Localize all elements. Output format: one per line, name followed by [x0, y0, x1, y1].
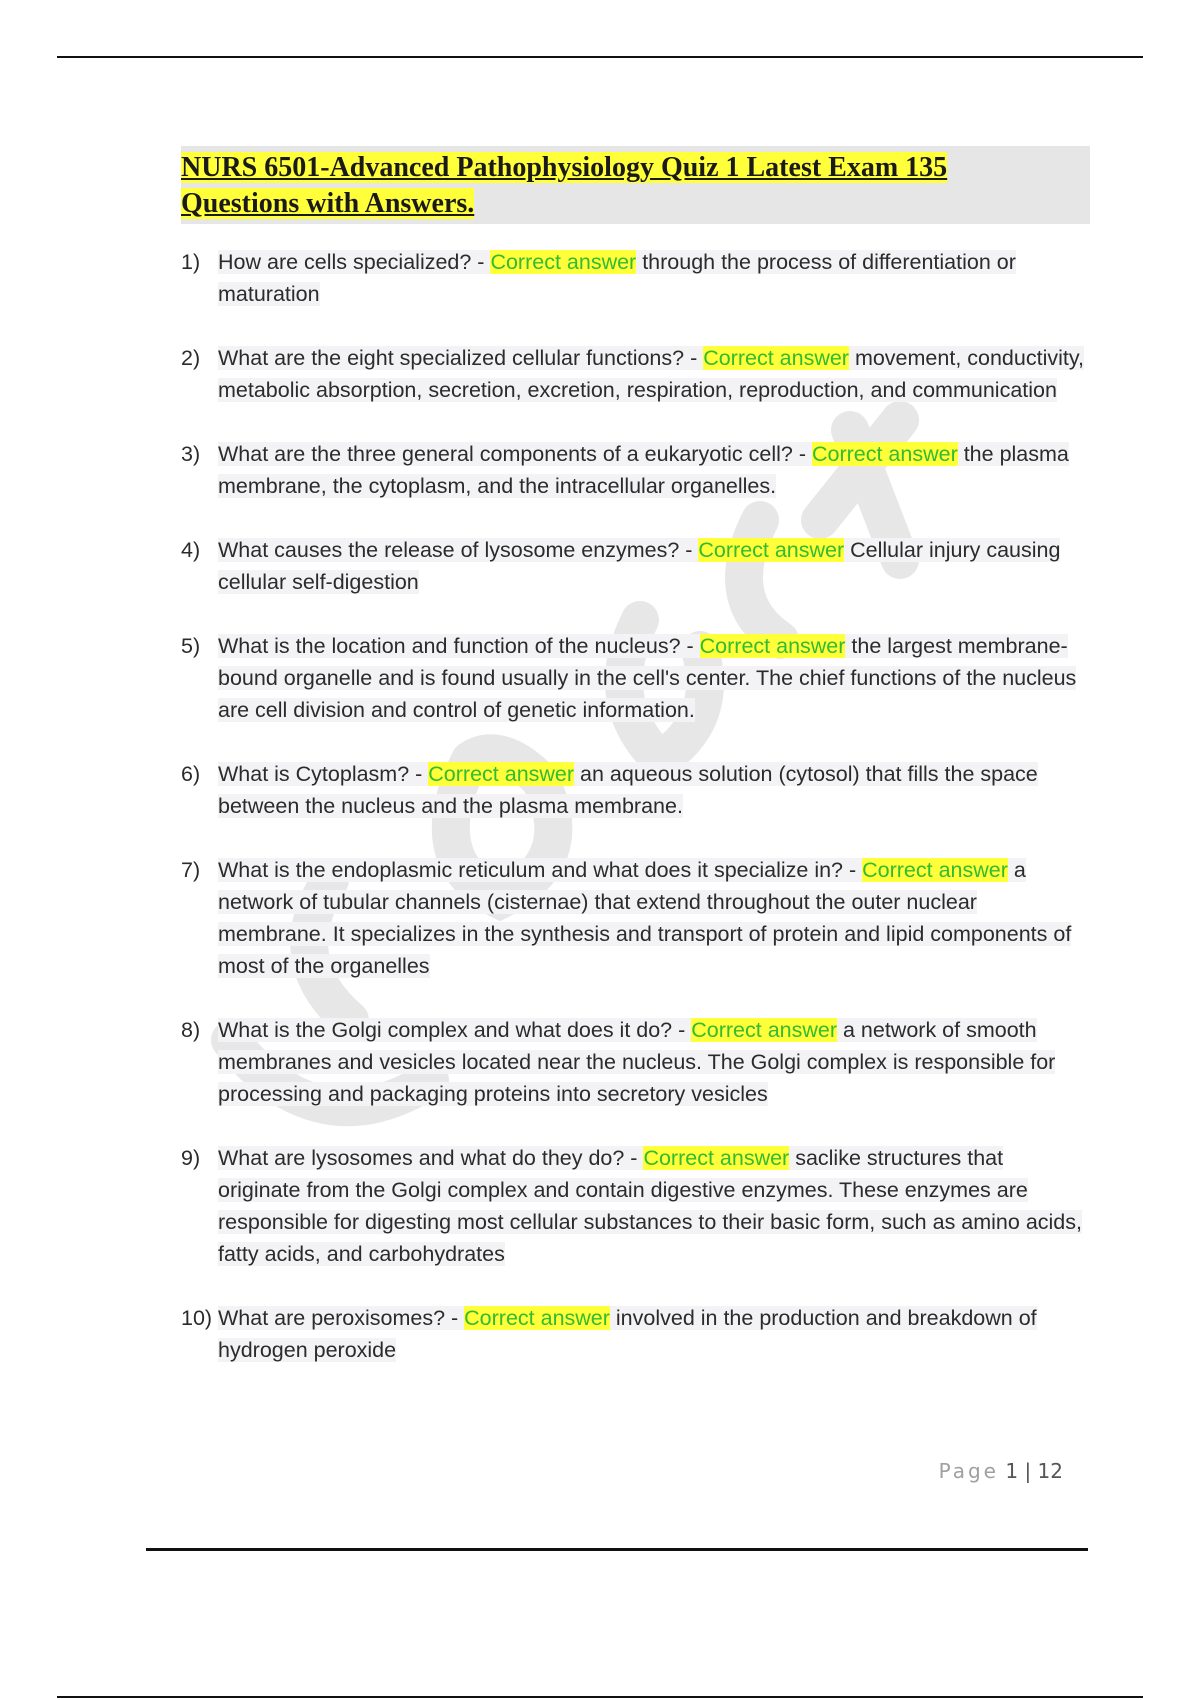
- correct-answer-label: Correct answer: [464, 1306, 610, 1330]
- question-item: [181, 246, 1090, 310]
- question-text-block: [218, 538, 1060, 594]
- question-item: [181, 854, 1090, 982]
- question-text-block: [218, 442, 1069, 498]
- question-text: How are cells specialized? -: [218, 250, 491, 274]
- page-current: 1: [1005, 1459, 1019, 1483]
- correct-answer-label: Correct answer: [428, 762, 575, 786]
- question-text-block: [218, 1306, 1037, 1362]
- top-rule: [57, 56, 1143, 58]
- question-item: [181, 534, 1090, 598]
- correct-answer-label: Correct answer: [703, 346, 849, 370]
- question-number: 4): [181, 538, 201, 562]
- question-number: 3): [181, 442, 201, 466]
- answer-text: Cellular injury causing cellular self-digestion: [218, 538, 1061, 594]
- correct-answer-label: Correct answer: [862, 858, 1008, 882]
- question-number: 10): [181, 1306, 213, 1330]
- question-number: 9): [181, 1146, 201, 1170]
- question-text: What is the endoplasmic reticulum and what does it specialize in? -: [218, 858, 863, 882]
- question-number: 8): [181, 1018, 201, 1042]
- page-number: [939, 1459, 1063, 1483]
- question-text-block: [218, 858, 1071, 978]
- question-item: [181, 1142, 1090, 1270]
- document-title: [181, 150, 1090, 222]
- question-text: What is Cytoplasm? -: [218, 762, 429, 786]
- question-text-block: [218, 346, 1084, 402]
- question-text: What are the three general components of a eukaryotic cell? -: [218, 442, 812, 466]
- question-number: 1): [181, 250, 201, 274]
- correct-answer-label: Correct answer: [691, 1018, 838, 1042]
- page-separator: |: [1024, 1459, 1032, 1483]
- question-item: [181, 342, 1090, 406]
- title-line-1: NURS 6501-Advanced Pathophysiology Quiz 1 Latest Exam 135: [181, 152, 948, 183]
- question-item: [181, 1302, 1090, 1366]
- question-number: 2): [181, 346, 201, 370]
- answer-text: through the process of differentiation or maturation: [218, 250, 1016, 306]
- answer-text: involved in the production and breakdown of hydrogen peroxide: [218, 1306, 1037, 1362]
- question-item: [181, 758, 1090, 822]
- question-text: What are peroxisomes? -: [218, 1306, 465, 1330]
- document-body: [181, 146, 1090, 1398]
- question-text-block: [218, 762, 1038, 818]
- question-number: 7): [181, 858, 201, 882]
- answer-text: a network of smooth membranes and vesicles located near the nucleus. The Golgi complex is responsible for processing and packaging proteins into secretory vesicles: [218, 1018, 1056, 1106]
- correct-answer-label: Correct answer: [490, 250, 637, 274]
- question-text: What causes the release of lysosome enzymes? -: [218, 538, 699, 562]
- question-text-block: [218, 634, 1076, 722]
- page-word: Page: [938, 1459, 999, 1483]
- question-number: 5): [181, 634, 201, 658]
- title-line-2: Questions with Answers.: [181, 188, 475, 219]
- correct-answer-label: Correct answer: [811, 442, 958, 466]
- question-text-block: [218, 1146, 1082, 1266]
- answer-text: the plasma membrane, the cytoplasm, and the intracellular organelles.: [218, 442, 1069, 498]
- answer-text: movement, conductivity, metabolic absorption, secretion, excretion, respiration, reproduction, and communication: [218, 346, 1084, 402]
- question-number: 6): [181, 762, 201, 786]
- question-list: [181, 246, 1090, 1366]
- answer-text: saclike structures that originate from the Golgi complex and contain digestive enzymes. These enzymes are responsible for digesting most cellular substances to their basic form, such as amino acids, fatty acids, and carbohydrates: [218, 1146, 1082, 1266]
- question-text-block: [218, 250, 1016, 306]
- answer-text: an aqueous solution (cytosol) that fills the space between the nucleus and the plasma membrane.: [218, 762, 1038, 818]
- answer-text: a network of tubular channels (cisternae) that extend throughout the outer nuclear membrane. It specializes in the synthesis and transport of protein and lipid components of most of the organelles: [218, 858, 1072, 978]
- correct-answer-label: Correct answer: [698, 538, 845, 562]
- question-text-block: [218, 1018, 1055, 1106]
- question-text: What is the Golgi complex and what does it do? -: [218, 1018, 692, 1042]
- bottom-rule: [57, 1696, 1143, 1698]
- question-item: [181, 630, 1090, 726]
- page-total: 12: [1037, 1459, 1063, 1483]
- answer-text: the largest membrane-bound organelle and is found usually in the cell's center. The chief functions of the nucleus are cell division and control of genetic information.: [218, 634, 1077, 722]
- title-band: [181, 146, 1090, 224]
- question-item: [181, 1014, 1090, 1110]
- correct-answer-label: Correct answer: [699, 634, 846, 658]
- footer-rule: [146, 1548, 1088, 1551]
- question-text: What are lysosomes and what do they do? -: [218, 1146, 644, 1170]
- question-item: [181, 438, 1090, 502]
- correct-answer-label: Correct answer: [643, 1146, 790, 1170]
- question-text: What are the eight specialized cellular functions? -: [218, 346, 704, 370]
- question-text: What is the location and function of the nucleus? -: [218, 634, 700, 658]
